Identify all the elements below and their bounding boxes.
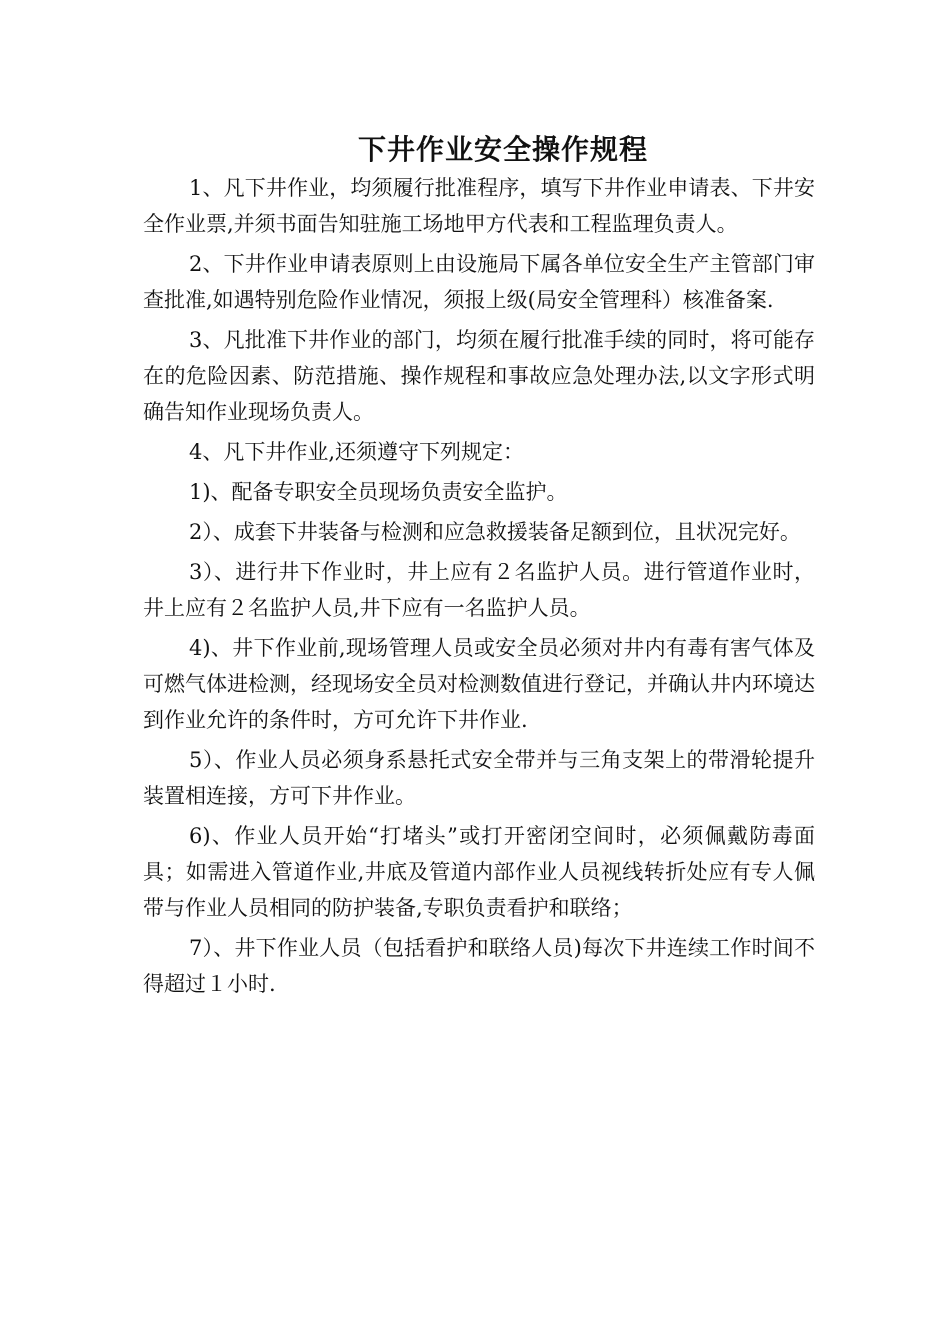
paragraph-1: 1、凡下井作业，均须履行批准程序，填写下井作业申请表、下井安全作业票,并须书面告知驻施工场地甲方代表和工程监理负责人。 [143,176,815,236]
paragraph-3: 3、凡批准下井作业的部门，均须在履行批准手续的同时，将可能存在的危险因素、防范措施、操作规程和事故应急处理办法,以文字形式明确告知作业现场负责人。 [143,328,815,424]
rule-item-2: 2）、成套下井装备与检测和应急救援装备足额到位，且状况完好。 [189,520,801,544]
rule-item-1: 1)、配备专职安全员现场负责安全监护。 [189,480,568,504]
paragraph-4: 4、凡下井作业,还须遵守下列规定： [189,440,525,464]
rule-item-4: 4)、井下作业前,现场管理人员或安全员必须对井内有毒有害气体及可燃气体进检测，经现场安全员对检测数值进行登记，并确认井内环境达到作业允许的条件时，方可允许下井作业. [143,636,815,732]
document-body [143,170,815,1006]
paragraph-2: 2、下井作业申请表原则上由设施局下属各单位安全生产主管部门审查批准,如遇特别危险作业情况，须报上级(局安全管理科）核准备案. [143,252,815,312]
document-title: 下井作业安全操作规程 [357,133,648,166]
rule-item-7: 7）、井下作业人员（包括看护和联络人员)每次下井连续工作时间不得超过１小时. [143,936,815,996]
rule-item-6: 6)、作业人员开始“打堵头”或打开密闭空间时，必须佩戴防毒面具；如需进入管道作业,井底及管道内部作业人员视线转折处应有专人佩带与作业人员相同的防护装备,专职负责看护和联络； [143,824,815,920]
rule-item-3: 3）、进行井下作业时，井上应有２名监护人员。进行管道作业时，井上应有２名监护人员,井下应有一名监护人员。 [143,560,815,620]
rule-item-5: 5）、作业人员必须身系悬托式安全带并与三角支架上的带滑轮提升装置相连接，方可下井作业。 [143,748,815,808]
